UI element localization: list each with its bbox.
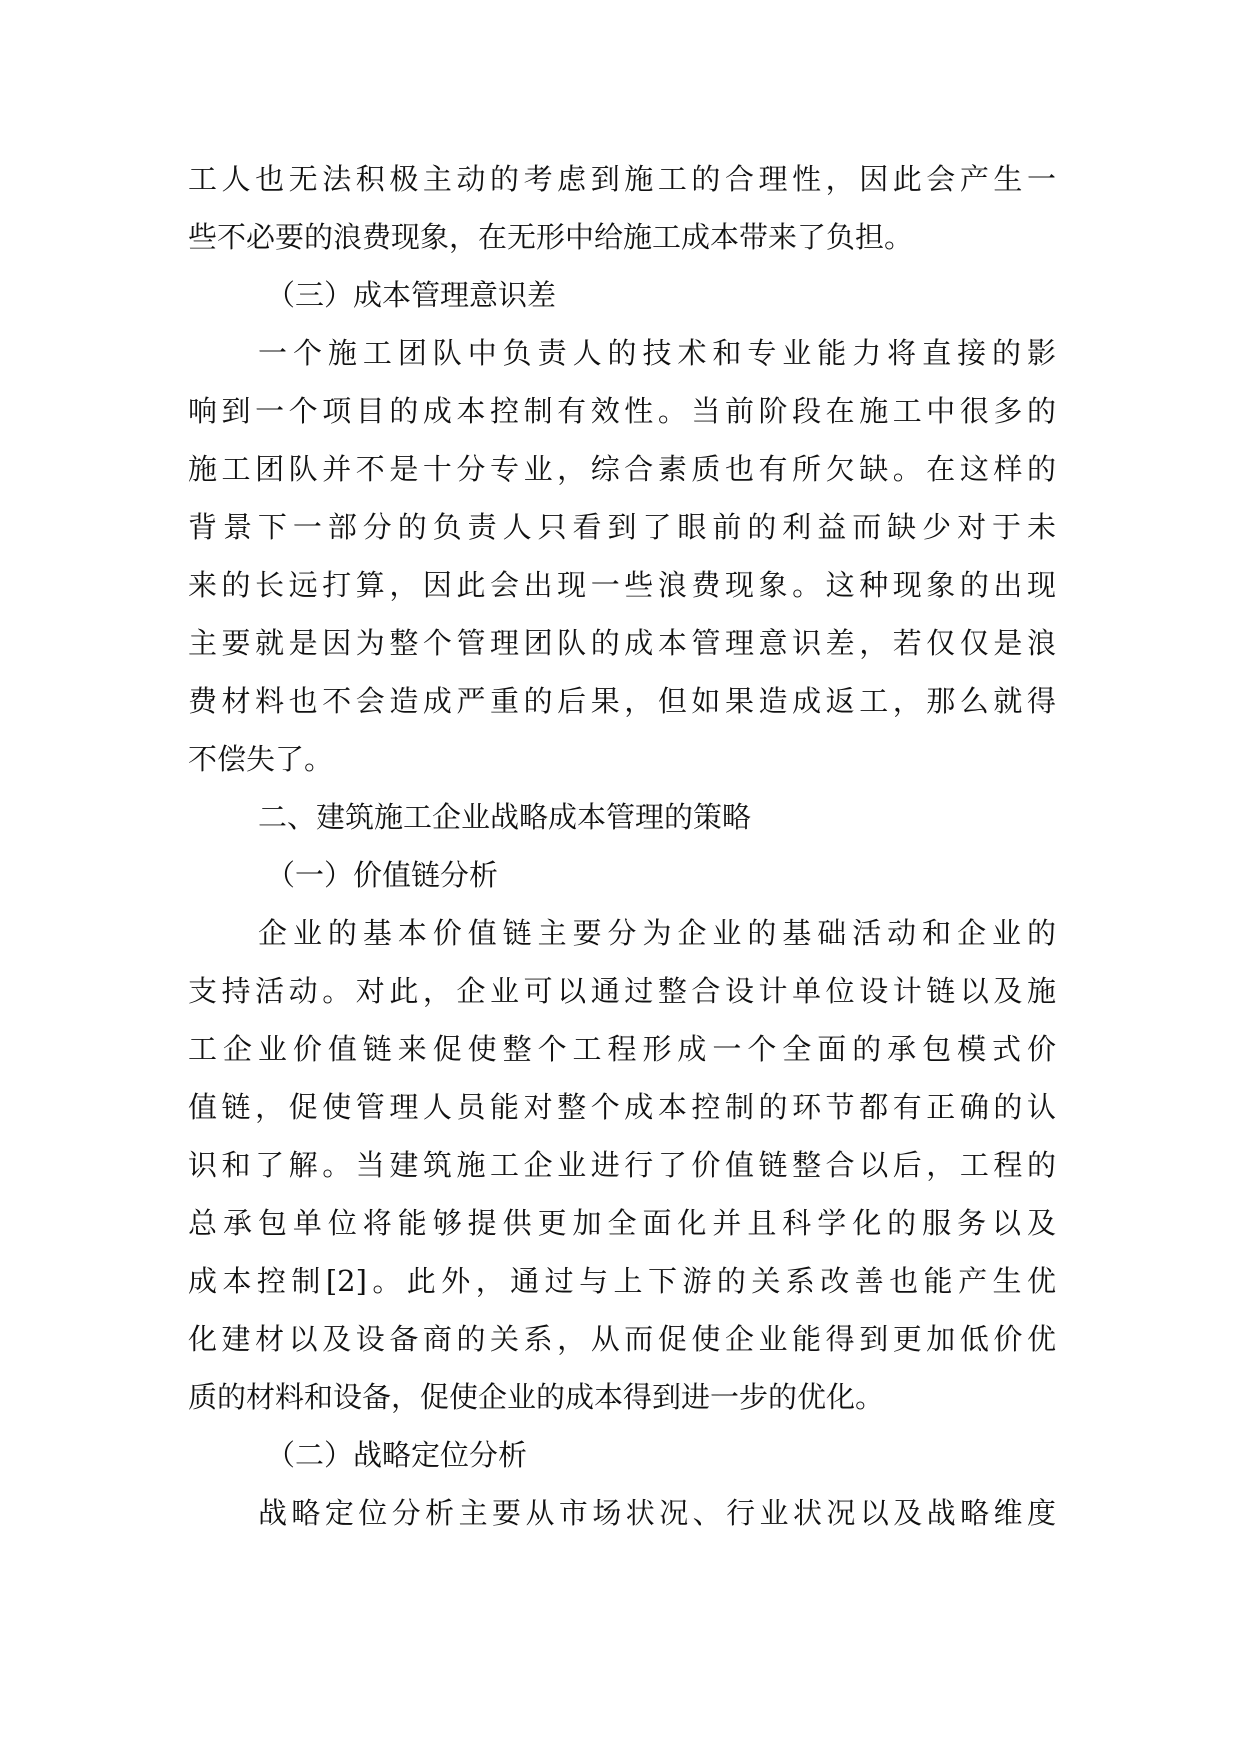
text-line: 值链，促使管理人员能对整个成本控制的环节都有正确的认 [188,1090,1056,1124]
text-line: 来的长远打算，因此会出现一些浪费现象。这种现象的出现 [188,568,1056,602]
section-heading-3: （三）成本管理意识差 [266,278,557,312]
paragraph [188,150,1056,266]
text-line: 一个施工团队中负责人的技术和专业能力将直接的影 [258,336,1056,370]
text-line: 背景下一部分的负责人只看到了眼前的利益而缺少对于未 [188,510,1056,544]
text-line: 些不必要的浪费现象，在无形中给施工成本带来了负担。 [188,220,914,254]
text-line: 主要就是因为整个管理团队的成本管理意识差，若仅仅是浪 [188,626,1056,660]
text-line: 工企业价值链来促使整个工程形成一个全面的承包模式价 [188,1032,1056,1066]
text-line: 成本控制[2]。此外，通过与上下游的关系改善也能产生优 [188,1264,1056,1298]
paragraph [188,1484,1056,1542]
document-body [188,150,1056,1542]
chapter-heading-2: 二、建筑施工企业战略成本管理的策略 [258,800,752,834]
text-line: 费材料也不会造成严重的后果，但如果造成返工，那么就得 [188,684,1056,718]
text-line: 支持活动。对此，企业可以通过整合设计单位设计链以及施 [188,974,1056,1008]
text-line: 施工团队并不是十分专业，综合素质也有所欠缺。在这样的 [188,452,1056,486]
section-heading-1: （一）价值链分析 [266,858,499,892]
text-line: 战略定位分析主要从市场状况、行业状况以及战略维度 [258,1496,1056,1530]
text-line: 工人也无法积极主动的考虑到施工的合理性，因此会产生一 [188,162,1056,196]
text-line: 企业的基本价值链主要分为企业的基础活动和企业的 [258,916,1056,950]
text-line: 不偿失了。 [188,742,334,776]
text-line: 总承包单位将能够提供更加全面化并且科学化的服务以及 [188,1206,1056,1240]
paragraph [188,904,1056,1426]
text-line: 质的材料和设备，促使企业的成本得到进一步的优化。 [188,1380,885,1414]
text-line: 响到一个项目的成本控制有效性。当前阶段在施工中很多的 [188,394,1056,428]
text-line: 识和了解。当建筑施工企业进行了价值链整合以后，工程的 [188,1148,1056,1182]
section-heading-2: （二）战略定位分析 [266,1438,528,1472]
text-line: 化建材以及设备商的关系，从而促使企业能得到更加低价优 [188,1322,1056,1356]
paragraph [188,324,1056,788]
